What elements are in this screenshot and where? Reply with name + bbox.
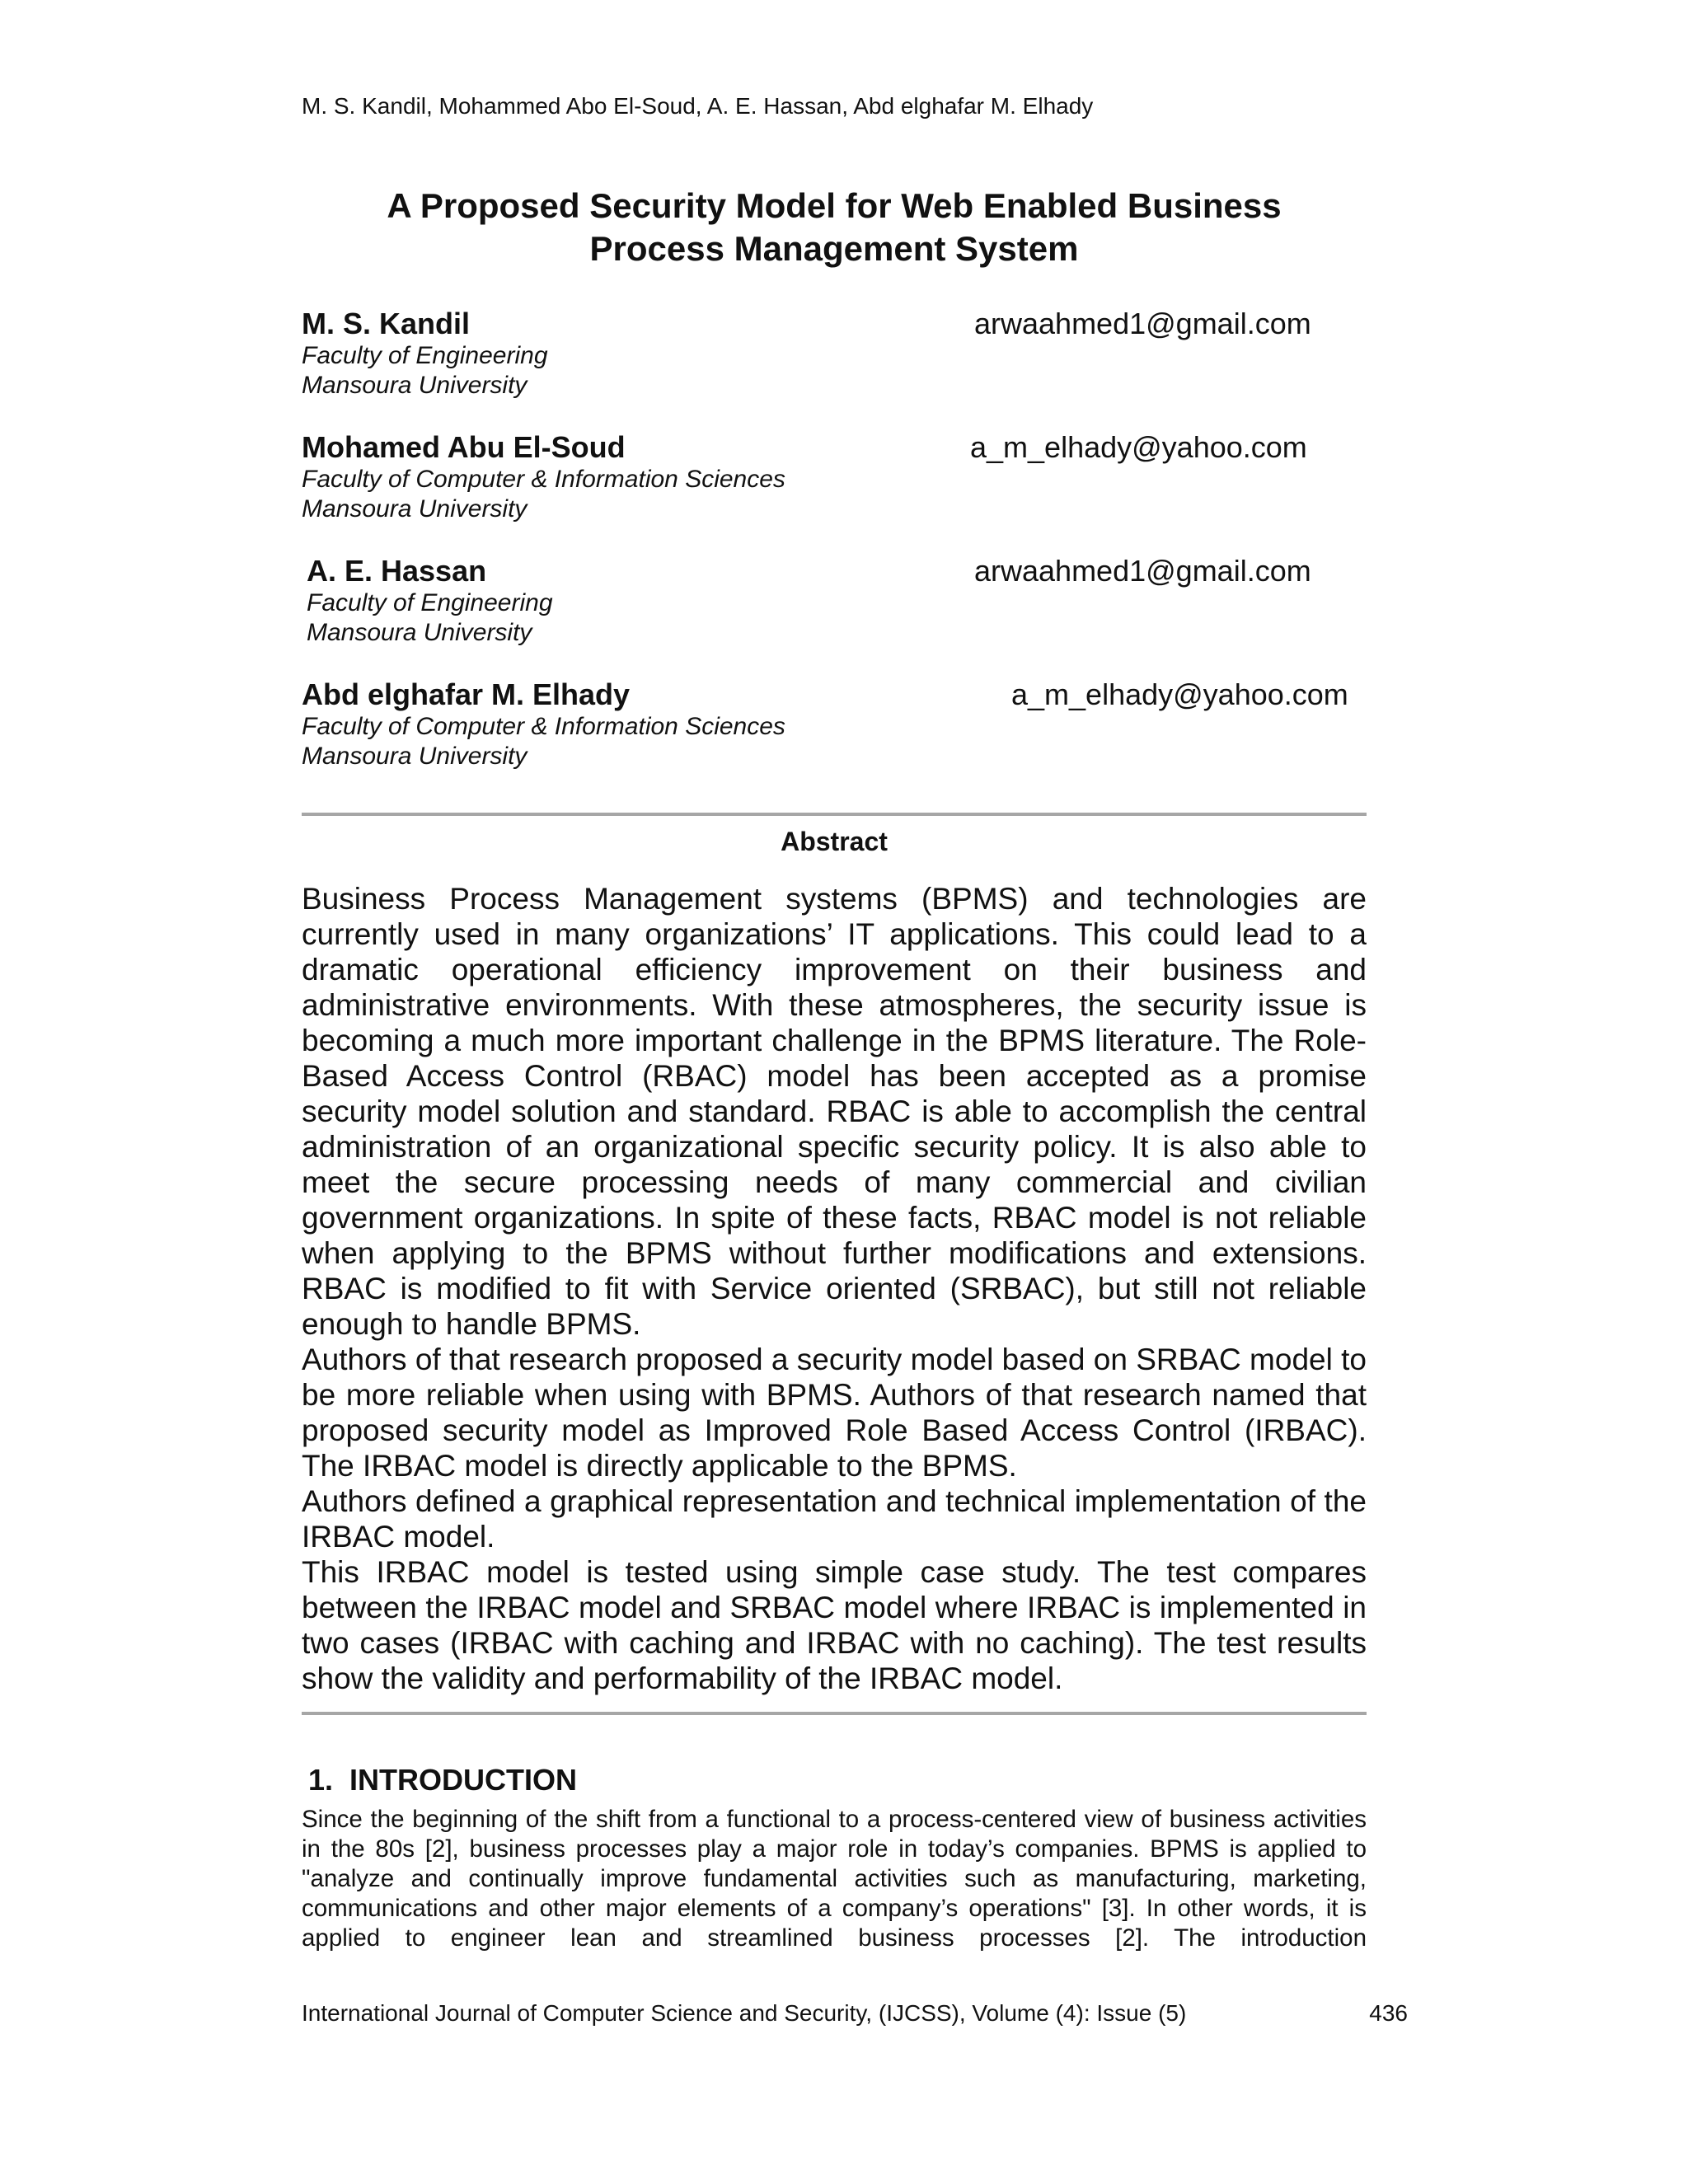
introduction-paragraph: Since the beginning of the shift from a functional to a process-centered view of business activities in the 80s [2], business processes play a major role in today’s companies. BPMS is applied to "analyze and continually improve fundamental activities such as manufacturing, marketing, communications and other major elements of a company’s operations" [3]. In other words, it is applied to engineer lean and streamlined business processes [2]. The introduction [302, 1806, 1367, 1952]
section-heading-introduction [308, 1762, 577, 1798]
author-affiliation: Mansoura University [302, 372, 528, 399]
running-head: M. S. Kandil, Mohammed Abo El-Soud, A. E. Hassan, Abd elghafar M. Elhady [302, 93, 1094, 119]
paper-title [302, 185, 1367, 270]
author-block [307, 554, 1372, 648]
author-name: M. S. Kandil [302, 307, 471, 340]
author-block [302, 430, 1367, 524]
author-affiliation: Mansoura University [302, 743, 528, 770]
paper-title-line-1: A Proposed Security Model for Web Enabled Business [387, 186, 1282, 225]
page-number: 436 [1369, 2000, 1408, 2026]
section-number: 1. [308, 1763, 334, 1797]
author-name: Abd elghafar M. Elhady [302, 677, 631, 711]
section-title: INTRODUCTION [349, 1763, 578, 1797]
author-name: Mohamed Abu El-Soud [302, 430, 626, 464]
abstract-body [302, 881, 1367, 1696]
divider [302, 813, 1367, 816]
author-block [302, 677, 1367, 771]
author-email[interactable]: arwaahmed1@gmail.com [974, 554, 1311, 588]
abstract-paragraph: Business Process Management systems (BPMS) and technologies are currently used in many organizations’ IT applications. This could lead to a dramatic operational efficiency improvement on their business and administrative environments. With these atmospheres, the security issue is becoming a much more important challenge in the BPMS literature. The Role-Based Access Control (RBAC) model has been accepted as a promise security model solution and standard. RBAC is able to accomplish the central administration of an organizational specific security policy. It is also able to meet the secure processing needs of many commercial and civilian government organizations. In spite of these facts, RBAC model is not reliable when applying to the BPMS without further modifications and extensions. RBAC is modified to fit with Service oriented (SRBAC), but still not reliable enough to handle BPMS. [302, 882, 1367, 1341]
journal-citation: International Journal of Computer Science and Security, (IJCSS), Volume (4): Issue (5) [302, 2000, 1187, 2026]
abstract-heading: Abstract [781, 827, 888, 856]
abstract-paragraph: This IRBAC model is tested using simple case study. The test compares between the IRBAC model and SRBAC model where IRBAC is implemented in two cases (IRBAC with caching and IRBAC with no caching). The test results show the validity and performability of the IRBAC model. [302, 1555, 1367, 1695]
author-affiliation: Faculty of Computer & Information Sciences [302, 713, 785, 740]
author-email[interactable]: a_m_elhady@yahoo.com [970, 430, 1307, 464]
divider [302, 1712, 1367, 1715]
author-affiliation: Faculty of Engineering [307, 589, 553, 616]
author-email[interactable]: a_m_elhady@yahoo.com [1011, 677, 1348, 711]
author-affiliation: Faculty of Computer & Information Sciences [302, 466, 785, 493]
author-affiliation: Mansoura University [302, 495, 528, 523]
author-name: A. E. Hassan [307, 554, 487, 588]
author-affiliation: Mansoura University [307, 619, 532, 646]
page-footer [302, 1999, 1408, 2027]
author-affiliation: Faculty of Engineering [302, 342, 548, 369]
abstract-paragraph: Authors of that research proposed a security model based on SRBAC model to be more reliable when using with BPMS. Authors of that research named that proposed security model as Improved Role Based Access Control (IRBAC). The IRBAC model is directly applicable to the BPMS. [302, 1343, 1367, 1483]
paper-title-line-2: Process Management System [589, 229, 1079, 268]
abstract-paragraph: Authors defined a graphical representation and technical implementation of the IRBAC model. [302, 1484, 1367, 1554]
author-email[interactable]: arwaahmed1@gmail.com [974, 307, 1311, 340]
author-block [302, 307, 1367, 401]
